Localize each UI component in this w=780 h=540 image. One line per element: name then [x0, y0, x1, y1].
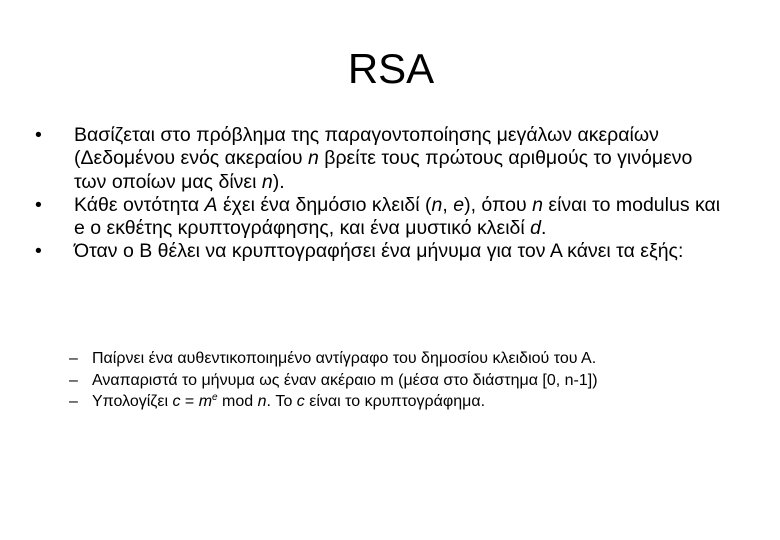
- sub-bullet-marker: –: [69, 350, 78, 367]
- bullet-marker: •: [35, 193, 42, 216]
- text-run: Βασίζεται στο πρόβλημα της παραγοντοποίησης μεγάλων ακεραίων (Δεδομένου ενός ακεραίου: [74, 124, 659, 170]
- math-variable: c: [172, 393, 181, 410]
- bullet-text: [74, 194, 720, 239]
- math-variable: n: [257, 393, 267, 410]
- text-run: mod: [217, 393, 258, 410]
- bullet-text: [74, 240, 683, 262]
- slide-title: [0, 44, 780, 94]
- sub-bullet-text: [92, 372, 598, 389]
- text-run: .: [541, 217, 547, 240]
- sub-bullet-item: [0, 392, 752, 412]
- bullet-item: [0, 194, 724, 241]
- sub-bullet-marker: –: [69, 371, 78, 389]
- math-variable: A: [204, 193, 218, 216]
- text-run: ).: [272, 170, 285, 193]
- bullet-marker: •: [35, 240, 42, 263]
- math-variable: n: [261, 170, 273, 193]
- text-run: =: [180, 393, 199, 410]
- math-variable: n: [431, 193, 443, 216]
- math-variable: d: [530, 217, 541, 240]
- sub-bullet-item: [0, 349, 752, 369]
- text-run: Αναπαριστά το μήνυμα ως έναν ακέραιο m (μέσα στο διάστημα [0, n-1]): [92, 371, 598, 389]
- math-variable: c: [296, 393, 305, 410]
- math-variable: e: [453, 193, 465, 216]
- text-run: ,: [442, 193, 454, 216]
- math-variable: n: [307, 147, 319, 170]
- text-run: ), όπου: [464, 193, 533, 216]
- sub-bullet-text: [92, 350, 596, 367]
- sub-bullet-list: [0, 349, 780, 414]
- exponent: e: [212, 392, 218, 403]
- text-run: είναι το κρυπτογράφημα.: [304, 393, 486, 410]
- sub-bullet-item: [0, 371, 752, 391]
- bullet-text: [74, 124, 692, 193]
- bullet-item: [0, 124, 724, 194]
- math-variable: n: [532, 193, 543, 216]
- text-run: Κάθε οντότητα: [74, 193, 205, 216]
- bullet-marker: •: [35, 124, 42, 146]
- sub-bullet-text: [92, 393, 485, 410]
- text-run: Παίρνει ένα αυθεντικοποιημένο αντίγραφο του δημοσίου κλειδιού του Α.: [92, 350, 597, 367]
- text-run: Υπολογίζει: [92, 393, 173, 410]
- math-variable: m: [198, 393, 213, 410]
- sub-bullet-marker: –: [69, 393, 78, 410]
- text-run: βρείτε τους πρώτους αριθμούς το γινόμενο των οποίων μας δίνει: [74, 147, 693, 193]
- text-run: είναι το modulus και e ο εκθέτης κρυπτογράφησης, και ένα μυστικό κλειδί: [74, 193, 721, 240]
- text-run: . Το: [266, 393, 297, 410]
- bullet-list: [0, 124, 780, 264]
- text-run: έχει ένα δημόσιο κλειδί (: [217, 193, 432, 216]
- bullet-item: [0, 240, 724, 263]
- slide-title-text: RSA: [347, 45, 435, 92]
- text-run: Όταν ο Β θέλει να κρυπτογραφήσει ένα μήνυμα για τον Α κάνει τα εξής:: [74, 240, 684, 263]
